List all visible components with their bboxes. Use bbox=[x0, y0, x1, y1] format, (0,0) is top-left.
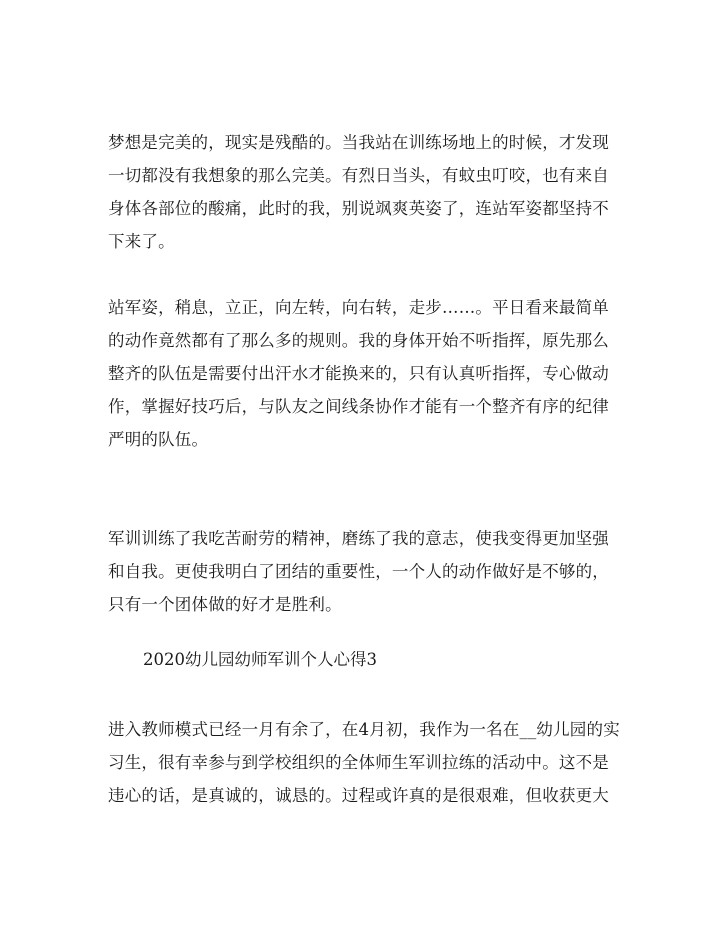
text-line: 严明的队伍。 bbox=[108, 430, 209, 449]
text-line: 军训训练了我吃苦耐劳的精神，磨练了我的意志，使我变得更加坚强 bbox=[108, 529, 609, 548]
text-line: 只有一个团体做的好才是胜利。 bbox=[108, 595, 342, 614]
text-line: 身体各部位的酸痛，此时的我，别说飒爽英姿了，连站军姿都坚持不 bbox=[108, 199, 609, 218]
text-line: 的动作竟然都有了那么多的规则。我的身体开始不听指挥，原先那么 bbox=[108, 331, 609, 350]
paragraph-3 bbox=[108, 522, 620, 621]
text-line: 习生，很有幸参与到学校组织的全体师生军训拉练的活动中。这不是 bbox=[108, 753, 609, 772]
section-heading: 2020幼儿园幼师军训个人心得3 bbox=[143, 650, 377, 669]
paragraph-2 bbox=[108, 291, 620, 456]
text-line: 作，掌握好技巧后，与队友之间线条协作才能有一个整齐有序的纪律 bbox=[108, 397, 609, 416]
text-line: 整齐的队伍是需要付出汗水才能换来的，只有认真听指挥，专心做动 bbox=[108, 364, 609, 383]
text-line: 站军姿，稍息，立正，向左转，向右转，走步……。平日看来最简单 bbox=[108, 298, 609, 317]
text-line: 和自我。更使我明白了团结的重要性，一个人的动作做好是不够的， bbox=[108, 562, 609, 581]
paragraph-1 bbox=[108, 126, 620, 258]
text-line: 违心的话，是真诚的，诚恳的。过程或许真的是很艰难，但收获更大 bbox=[108, 786, 609, 805]
text-line: 进入教师模式已经一月有余了，在4月初，我作为一名在__幼儿园的实 bbox=[108, 720, 620, 739]
text-line: 下来了。 bbox=[108, 232, 175, 251]
paragraph-4 bbox=[108, 713, 620, 812]
text-line: 一切都没有我想象的那么完美。有烈日当头，有蚊虫叮咬，也有来自 bbox=[108, 166, 609, 185]
text-line: 梦想是完美的，现实是残酷的。当我站在训练场地上的时候，才发现 bbox=[108, 133, 609, 152]
